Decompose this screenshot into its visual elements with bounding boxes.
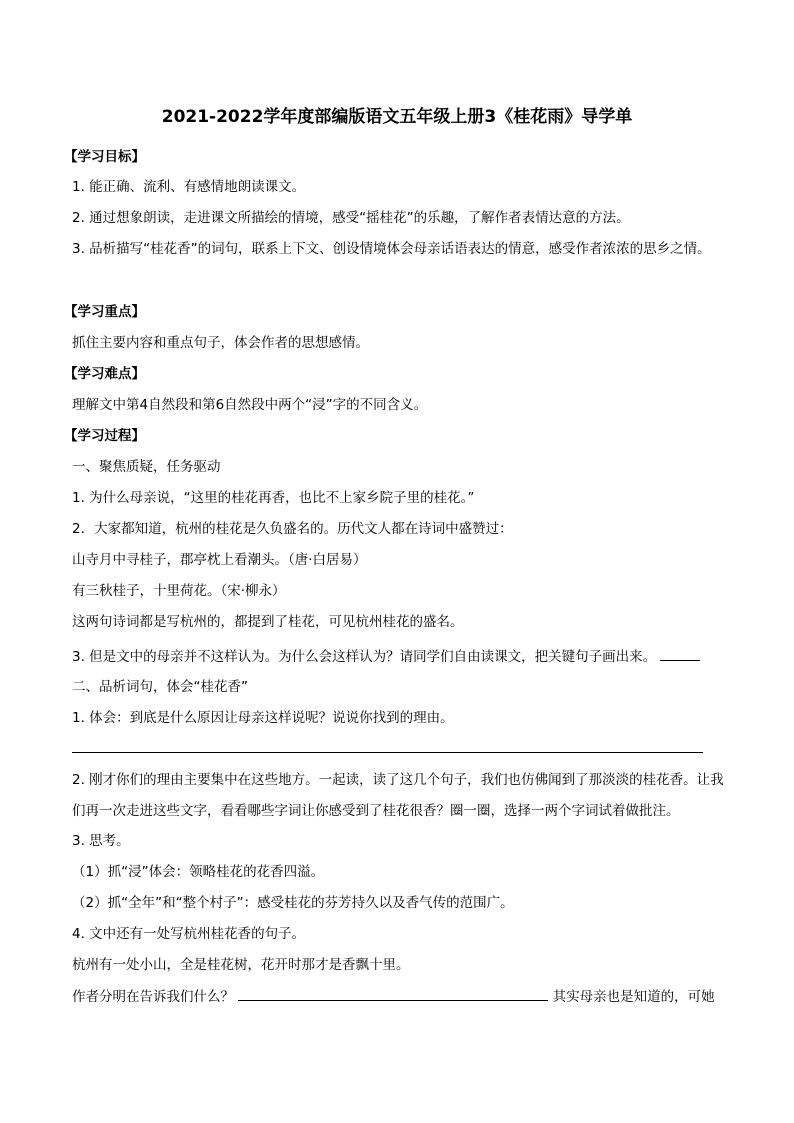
poem-line-2: 有三秋桂子，十里荷花。（宋·柳永） xyxy=(72,583,286,599)
answer-line-p2-q1[interactable] xyxy=(72,752,703,753)
part-2-question-4-ask xyxy=(72,986,715,1007)
question-4-tail-text: 其实母亲也是知道的，可她 xyxy=(552,989,715,1005)
key-text: 抓住主要内容和重点句子，体会作者的思想感情。 xyxy=(72,335,369,351)
part-2-title: 二、品析词句，体会“桂花香” xyxy=(72,679,248,695)
poem-line-1: 山寺月中寻桂子，郡亭枕上看潮头。（唐·白居易） xyxy=(72,552,367,568)
answer-blank-q4[interactable] xyxy=(238,986,548,1001)
part-2-question-2: 2. 刚才你们的理由主要集中在这些地方。一起读，读了这几个句子，我们也仿佛闻到了那淡淡的桂花香。让我们再一次走进这些文字，看看哪些字词让你感受到了桂花很香？圈一圈，选择一两个字词试着做批注。 xyxy=(72,772,724,819)
key-heading: 【学习重点】 xyxy=(64,304,145,320)
goals-heading: 【学习目标】 xyxy=(64,149,145,165)
poem-note: 这两句诗词都是写杭州的，都提到了桂花，可见杭州桂花的盛名。 xyxy=(72,614,464,630)
process-heading: 【学习过程】 xyxy=(64,428,145,444)
question-2: 2．大家都知道，杭州的桂花是久负盛名的。历代文人都在诗词中盛赞过： xyxy=(72,521,513,537)
goal-3: 3. 品析描写“桂花香”的词句，联系上下文、创设情境体会母亲话语表达的情意，感受作者浓浓的思乡之情。 xyxy=(72,241,711,257)
goal-2: 2. 通过想象朗读，走进课文所描绘的情境，感受“摇桂花”的乐趣，了解作者表情达意的方法。 xyxy=(72,210,630,226)
goal-1: 1. 能正确、流利、有感情地朗读课文。 xyxy=(72,179,306,195)
question-1: 1. 为什么母亲说，“这里的桂花再香，也比不上家乡院子里的桂花。” xyxy=(72,490,475,506)
difficulty-heading: 【学习难点】 xyxy=(64,366,145,382)
part-2-question-4: 4. 文中还有一处写杭州桂花香的句子。 xyxy=(72,926,306,942)
part-1-title: 一、聚焦质疑，任务驱动 xyxy=(72,459,221,475)
part-2-question-1: 1. 体会：到底是什么原因让母亲这样说呢？说说你找到的理由。 xyxy=(72,710,454,726)
answer-blank-q3[interactable] xyxy=(660,646,700,661)
question-3 xyxy=(72,646,700,667)
question-3-text: 3. 但是文中的母亲并不这样认为。为什么会这样认为？请同学们自由读课文，把关键句子画出来。 xyxy=(72,649,657,665)
question-4-ask-text: 作者分明在告诉我们什么？ xyxy=(72,989,234,1005)
page-title: 2021-2022学年度部编版语文五年级上册3《桂花雨》导学单 xyxy=(161,107,633,127)
part-2-question-4-sentence: 杭州有一处小山，全是桂花树，花开时那才是香飘十里。 xyxy=(72,957,410,973)
part-2-question-3a: （1）抓“浸”体会：领略桂花的花香四溢。 xyxy=(72,864,325,880)
part-2-question-3b: （2）抓“全年”和“整个村子”：感受桂花的芬芳持久以及香气传的范围广。 xyxy=(72,895,514,911)
part-2-question-3: 3. 思考。 xyxy=(72,833,130,849)
difficulty-text: 理解文中第4自然段和第6自然段中两个“浸”字的不同含义。 xyxy=(72,397,428,413)
